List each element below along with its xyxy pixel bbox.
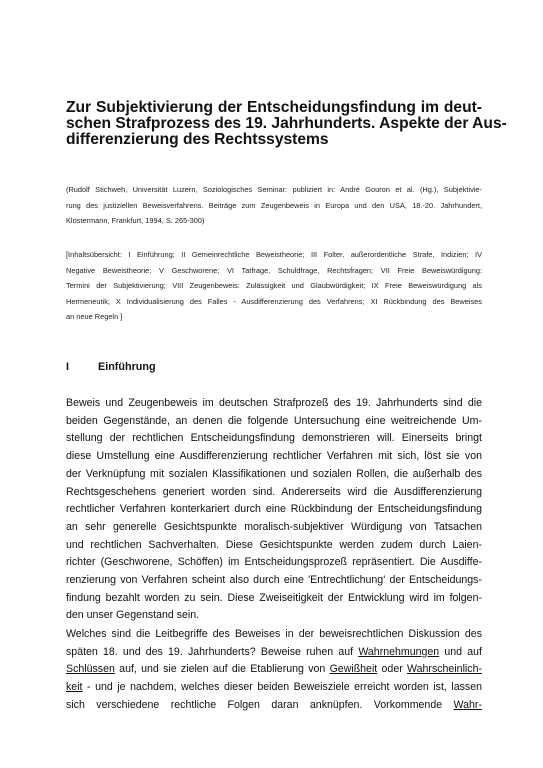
title-line: differenzierung des Rechtssystems bbox=[66, 131, 329, 148]
citation-line: (Rudolf Stichweh, Universität Luzern, Soziologisches Seminar: publiziert in: André Gouron et al. (Hg.), Subjektivie- bbox=[66, 185, 482, 194]
citation-note bbox=[66, 182, 482, 229]
body-line: und rechtlichen Sachverhalten. Diese Gesichtspunkte werden zudem durch Laien- bbox=[66, 538, 482, 551]
underlined-term: Schlüssen bbox=[66, 663, 115, 676]
underlined-term: Gewißheit bbox=[329, 663, 378, 676]
text-run: und auf bbox=[439, 645, 482, 658]
body-line bbox=[66, 697, 482, 715]
underlined-term: Wahrscheinlich- bbox=[407, 663, 482, 676]
contents-line: Hermeneutik; X Individualisierung des Falles - Ausdifferenzierung des Verfahrens; XI Rückbindung des Beweises bbox=[66, 296, 482, 306]
contents-line: an neue Regeln ] bbox=[66, 312, 123, 321]
paragraph-2 bbox=[66, 626, 482, 715]
citation-line: Klostermann, Frankfurt, 1994, S. 265-300) bbox=[66, 216, 205, 225]
paragraph-1 bbox=[66, 395, 482, 625]
body-line: der Verknüpfung mit sozialen Klassifikationen und sozialen Rollen, die außerhalb des bbox=[66, 467, 482, 480]
body-line: renzierung von Verfahren scheint also durch eine 'Entrechtlichung' der Entscheidungs- bbox=[66, 574, 482, 587]
body-line: den unser Gegenstand sein. bbox=[66, 609, 200, 622]
text-run: sich verschiedene rechtliche Folgen daran anknüpfen. Vorkommende bbox=[66, 698, 454, 711]
contents-line: Termini der Subjektivierung; VIII Zeugenbeweis: Zulässigkeit und Glaubwürdigkeit; IX Freie Beweiswürdigung als bbox=[66, 281, 482, 290]
body-line bbox=[66, 661, 482, 679]
table-of-contents-note bbox=[66, 247, 482, 325]
body-line: Rechtsgeschehens generiert worden sind. Andererseits wird die Ausdifferenzierung bbox=[66, 485, 482, 498]
body-line: diese Umstellung eine Ausdifferenzierung rechtlicher Verfahren mit sich, löst sie von bbox=[66, 450, 482, 463]
body-line: Beweis und Zeugenbeweis im deutschen Strafprozeß des 19. Jahrhunderts sind die bbox=[66, 397, 482, 409]
body-line: rechtlicher Verfahren konterkariert durch eine Rückbindung der Entscheidungsfindung bbox=[66, 503, 482, 516]
underlined-term: Wahrnehmungen bbox=[358, 645, 440, 658]
text-run: späten 18. und des 19. Jahrhunderts? Beweise ruhen auf bbox=[66, 645, 359, 658]
document-title bbox=[66, 99, 507, 148]
contents-line: Negative Beweistheorie; V Geschworene; VI Tatfrage, Schuldfrage, Rechtsfragen; VII Freie Beweiswürdigung: bbox=[66, 265, 482, 275]
underlined-term: Wahr- bbox=[453, 698, 482, 711]
contents-line: [Inhaltsübersicht: I Einführung; II Gemeinrechtliche Beweistheorie; III Folter, außerordentliche Strafe, Indizien; IV bbox=[66, 250, 482, 259]
title-line: schen Strafprozess des 19. Jahrhunderts. Aspekte der Aus- bbox=[66, 115, 507, 132]
text-run: oder bbox=[377, 663, 408, 676]
citation-line: rung des justiziellen Beweisverfahrens. Beiträge zum Zeugenbeweis in Europa und den USA, 18.-20. Jahrhundert, bbox=[66, 200, 482, 210]
title-line: Zur Subjektivierung der Entscheidungsfindung im deut- bbox=[66, 99, 482, 116]
section-title: Einführung bbox=[98, 361, 156, 373]
section-heading bbox=[66, 361, 156, 373]
body-line: stellung der rechtlichen Entscheidungsfindung demonstrieren will. Einerseits bringt bbox=[66, 432, 482, 445]
body-line: beiden Gegenstände, an denen die folgende Untersuchung eine weitreichende Um- bbox=[66, 414, 482, 427]
body-line: Welches sind die Leitbegriffe des Beweises in der beweisrechtlichen Diskussion des bbox=[66, 628, 482, 640]
text-run: - und je nachdem, welches dieser beiden Beweisziele erreicht worden ist, lassen bbox=[82, 681, 482, 694]
text-run: auf, und sie zielen auf die Etablierung von bbox=[114, 663, 330, 676]
underlined-term: keit bbox=[66, 681, 83, 694]
section-number: I bbox=[66, 361, 69, 373]
body-line bbox=[66, 644, 482, 662]
body-line bbox=[66, 679, 482, 697]
body-line: an sehr generelle Gesichtspunkte moralisch-subjektiver Würdigung von Tatsachen bbox=[66, 520, 482, 533]
body-line: richter (Geschworene, Schöffen) im Entscheidungsprozeß repräsentiert. Die Ausdiffe- bbox=[66, 556, 482, 569]
body-line: findung bezahlt worden zu sein. Diese Zweiseitigkeit der Entwicklung wird im folgen- bbox=[66, 591, 482, 604]
